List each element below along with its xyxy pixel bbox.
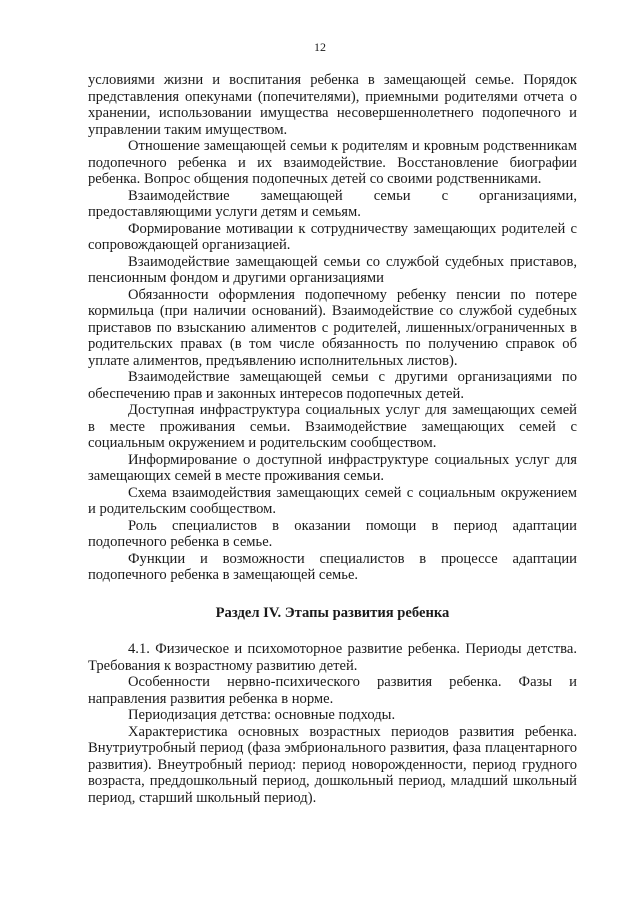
- paragraph: Взаимодействие замещающей семьи с организациями, предоставляющими услуги детям и семьям.: [88, 187, 577, 220]
- paragraph: Схема взаимодействия замещающих семей с социальным окружением и родительским сообществом.: [88, 484, 577, 517]
- paragraph: Обязанности оформления подопечному ребенку пенсии по потере кормильца (при наличии оснований). Взаимодействие со службой судебных приставов по взысканию алиментов с родителей, лишенных/ограниченных в родительских правах (в том числе обязанность по получению справок об уплате алиментов, предъявлению исполнительных листов).: [88, 286, 577, 369]
- paragraph: Роль специалистов в оказании помощи в период адаптации подопечного ребенка в семье.: [88, 517, 577, 550]
- paragraphs-after-heading: [88, 641, 577, 806]
- paragraph: 4.1. Физическое и психомоторное развитие ребенка. Периоды детства. Требования к возрастному развитию детей.: [88, 641, 577, 674]
- paragraph: Характеристика основных возрастных периодов развития ребенка. Внутриутробный период (фаза эмбрионального развития, фаза плацентарного развития). Внеутробный период: период новорожденности, период грудного возраста, преддошкольный период, дошкольный период, младший школьный период, старший школьный период).: [88, 723, 577, 806]
- paragraph: Взаимодействие замещающей семьи с другими организациями по обеспечению прав и законных интересов подопечных детей.: [88, 369, 577, 402]
- page-number: 12: [314, 40, 326, 54]
- paragraph: Доступная инфраструктура социальных услуг для замещающих семей в месте проживания семьи. Взаимодействие замещающих семей с социальным окружением и родительским сообществом.: [88, 402, 577, 451]
- page-content: [88, 72, 577, 806]
- paragraph: Периодизация детства: основные подходы.: [128, 707, 396, 723]
- paragraph: Информирование о доступной инфраструктуре социальных услуг для замещающих семей в месте проживания семьи.: [88, 451, 577, 484]
- section-heading: Раздел IV. Этапы развития ребенка: [215, 604, 450, 621]
- paragraph: условиями жизни и воспитания ребенка в замещающей семье. Порядок представления опекунами (попечителями), приемными родителями отчета о хранении, использовании имущества несовершеннолетнего подопечного и управлении таким имуществом.: [88, 72, 577, 138]
- paragraphs-before-heading: [88, 72, 577, 584]
- paragraph: Взаимодействие замещающей семьи со службой судебных приставов, пенсионным фондом и другими организациями: [88, 253, 577, 286]
- paragraph: Формирование мотивации к сотрудничеству замещающих родителей с сопровождающей организацией.: [88, 220, 577, 253]
- paragraph: Отношение замещающей семьи к родителям и кровным родственникам подопечного ребенка и их взаимодействие. Восстановление биографии ребенка. Вопрос общения подопечных детей со своими родственниками.: [88, 138, 577, 187]
- paragraph: Особенности нервно-психического развития ребенка. Фазы и направления развития ребенка в норме.: [88, 674, 577, 707]
- paragraph: Функции и возможности специалистов в процессе адаптации подопечного ребенка в замещающей семье.: [88, 550, 577, 583]
